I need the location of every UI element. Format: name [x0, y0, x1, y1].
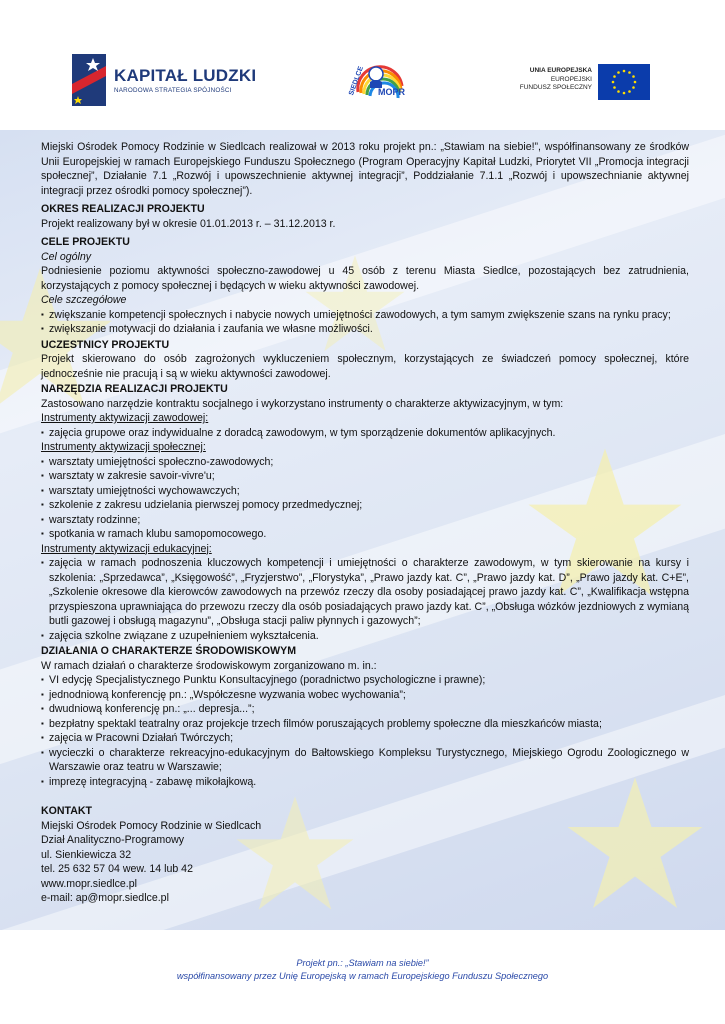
- cel-ogolny-label: Cel ogólny: [41, 250, 92, 263]
- kontakt-dept: Dział Analityczno-Programowy: [41, 834, 185, 846]
- list-item: ▪ zajęcia grupowe oraz indywidualne z doradcą zawodowym, w tym sporządzenie dokumentów aplikacyjnych.: [41, 426, 689, 441]
- kapital-ludzki-flag-icon: [72, 54, 106, 106]
- list-item: ▪ zwiększanie motywacji do działania i zaufania we własne możliwości.: [41, 322, 689, 337]
- cele-szczegolowe-label: Cele szczegółowe: [41, 294, 127, 306]
- okres-text: Projekt realizowany był w okresie 01.01.2013 r. – 31.12.2013 r.: [41, 217, 336, 230]
- list-item: ▪ bezpłatny spektakl teatralny oraz projekcje trzech filmów poruszających problemy społeczne dla mieszkańców miasta;: [41, 717, 689, 732]
- kontakt-heading: KONTAKT: [41, 805, 92, 817]
- ue-text: [520, 67, 592, 93]
- list-item: ▪ wycieczki o charakterze rekreacyjno-edukacyjnym do Bałtowskiego Kompleksu Turystycznego, Miejskiego Ogrodu Zoologicznego w Warszawie oraz teatru w Warszawie;: [41, 746, 689, 775]
- kapital-ludzki-subtitle: NARODOWA STRATEGIA SPÓJNOŚCI: [114, 87, 232, 94]
- instrumenty-spoleczne-label: Instrumenty aktywizacji społecznej:: [41, 441, 206, 453]
- instrumenty-edukacyjne-label: Instrumenty aktywizacji edukacyjnej:: [41, 542, 212, 555]
- instrumenty-spoleczne-list: [41, 455, 689, 542]
- cel-ogolny-text: Podniesienie poziomu aktywności społeczno-zawodowej u 45 osób z terenu Miasta Siedlce, pozostających bez zatrudnienia, korzystających z pomocy społecznej i będących w wieku aktywności zawodowej.: [41, 265, 689, 292]
- list-item: ▪ zajęcia w ramach podnoszenia kluczowych kompetencji i umiejętności o charakterze zawodowym, w tym skierowanie na kursy i szkolenia: „Sprzedawca”, „Księgowość”, „Fryzjerstwo”, „Florystyka”, „Prawo jazdy kat. C”, „Prawo jazdy kat. D”, „Prawo jazdy kat. C+E”, „Szkolenie okresowe dla kierowców zawodowych na przewóz rzeczy dla osoby posiadającej prawo jazdy kat. C”, „Kwalifikacja wstępna przyspieszona uprawniająca do przewozu rzeczy dla osób posiadających prawo jazdy kat. C”, „Obsługa wózków jezdniowych z wymianą butli gazowej i obsługą magazynu”, „Obsługa stacji paliw płynnych i gazowych”;: [41, 556, 689, 629]
- mopr-name: MOPR: [378, 87, 405, 97]
- ue-line3: FUNDUSZ SPOŁECZNY: [519, 84, 592, 91]
- cele-heading: CELE PROJEKTU: [41, 236, 130, 248]
- ue-line1: UNIA EUROPEJSKA: [529, 67, 592, 74]
- instrumenty-zawodowe-label: Instrumenty aktywizacji zawodowej:: [41, 412, 209, 424]
- document-body: [41, 140, 689, 906]
- kontakt-website-link[interactable]: www.mopr.siedlce.pl: [41, 877, 137, 890]
- page-header: [0, 0, 725, 130]
- kapital-ludzki-logo: [72, 54, 257, 108]
- eu-flag-icon: [598, 64, 650, 100]
- uczestnicy-heading: UCZESTNICY PROJEKTU: [41, 338, 170, 351]
- list-item: ▪ warsztaty w zakresie savoir-vivre'u;: [41, 469, 689, 484]
- narzedzia-heading: NARZĘDZIA REALIZACJI PROJEKTU: [41, 383, 228, 395]
- list-item: ▪ spotkania w ramach klubu samopomocowego.: [41, 527, 689, 542]
- ue-line2: EUROPEJSKI: [550, 75, 592, 83]
- dzialania-list: [41, 673, 689, 789]
- list-item: ▪ zajęcia w Pracowni Działań Twórczych;: [41, 731, 689, 746]
- kontakt-phone: tel. 25 632 57 04 wew. 14 lub 42: [41, 863, 193, 875]
- list-item: ▪ imprezę integracyjną - zabawę mikołajkową.: [41, 775, 689, 790]
- kontakt-address: ul. Sienkiewicza 32: [41, 848, 132, 861]
- list-item: ▪ zwiększanie kompetencji społecznych i nabycie nowych umiejętności zawodowych, a tym samym zwiększenie szans na rynku pracy;: [41, 308, 689, 323]
- list-item: ▪ szkolenie z zakresu udzielania pierwszej pomocy przedmedycznej;: [41, 498, 689, 513]
- cele-szczegolowe-list: [41, 308, 689, 337]
- intro-paragraph: Miejski Ośrodek Pomocy Rodzinie w Siedlcach realizował w 2013 roku projekt pn.: „Stawiam na siebie!”, współfinansowany ze środków Unii Europejskiej w ramach Europejskiego Funduszu Społecznego (Program Operacyjny Kapitał Ludzki, Priorytet VII „Promocja integracji społecznej”, Działanie 7.1 „Rozwój i upowszechnienie aktywnej integracji”, Poddziałanie 7.1.1 „Rozwój i upowszechnianie aktywnej integracji przez ośrodki pomocy społecznej”).: [41, 141, 689, 197]
- kapital-ludzki-title: KAPITAŁ LUDZKI: [114, 66, 257, 85]
- ue-efs-logo: [505, 64, 650, 102]
- list-item: ▪ warsztaty rodzinne;: [41, 513, 689, 528]
- kontakt-org: Miejski Ośrodek Pomocy Rodzinie w Siedlcach: [41, 819, 262, 832]
- instrumenty-zawodowe-list: [41, 426, 689, 441]
- list-item: ▪ warsztaty umiejętności społeczno-zawodowych;: [41, 455, 689, 470]
- list-item: ▪ jednodniową konferencję pn.: „Współczesne wyzwania wobec wychowania”;: [41, 688, 689, 703]
- dzialania-text: W ramach działań o charakterze środowiskowym zorganizowano m. in.:: [41, 659, 377, 672]
- kontakt-email-link[interactable]: e-mail: ap@mopr.siedlce.pl: [41, 892, 169, 904]
- mopr-arc-text: SIEDLCE: [348, 65, 365, 97]
- footer-project-line: Projekt pn.: „Stawiam na siebie!”: [296, 958, 429, 968]
- dzialania-heading: DZIAŁANIA O CHARAKTERZE ŚRODOWISKOWYM: [41, 645, 297, 657]
- page-footer: [0, 957, 725, 983]
- list-item: ▪ VI edycję Specjalistycznego Punktu Konsultacyjnego (poradnictwo psychologiczne i prawne);: [41, 673, 689, 688]
- instrumenty-edukacyjne-list: [41, 556, 689, 643]
- footer-funding-line: współfinansowany przez Unię Europejską w ramach Europejskiego Funduszu Społecznego: [176, 971, 549, 981]
- list-item: ▪ zajęcia szkolne związane z uzupełnieniem wykształcenia.: [41, 629, 689, 644]
- list-item: ▪ warsztaty umiejętności wychowawczych;: [41, 484, 689, 499]
- okres-heading: OKRES REALIZACJI PROJEKTU: [41, 203, 205, 215]
- list-item: ▪ dwudniową konferencję pn.: „... depresja...”;: [41, 702, 689, 717]
- mopr-logo: [348, 56, 406, 102]
- narzedzia-text: Zastosowano narzędzie kontraktu socjalnego i wykorzystano instrumenty o charakterze aktywizacyjnym, w tym:: [41, 397, 564, 410]
- uczestnicy-text: Projekt skierowano do osób zagrożonych wykluczeniem społecznym, korzystających ze świadczeń pomocy społecznej, które jednocześnie nie pracują i są w wieku aktywności zawodowej.: [41, 353, 689, 380]
